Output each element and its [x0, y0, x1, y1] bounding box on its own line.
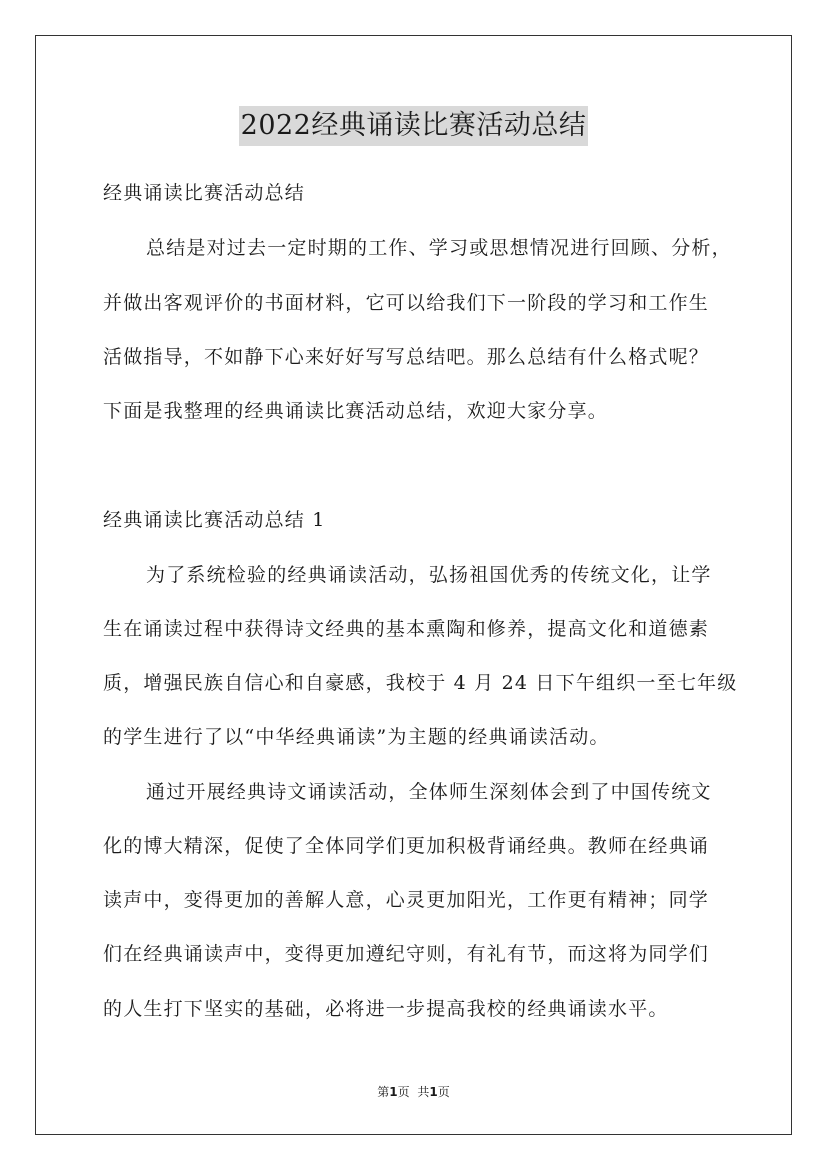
footer-total-suffix: 页 — [437, 1085, 450, 1099]
paragraph2-line: 通过开展经典诗文诵读活动，全体师生深刻体会到了中国传统文 — [146, 781, 712, 803]
paragraph1-line: 生在诵读过程中获得诗文经典的基本熏陶和修养，提高文化和道德素 — [103, 618, 710, 640]
intro-line: 下面是我整理的经典诵读比赛活动总结，欢迎大家分享。 — [103, 400, 609, 422]
paragraph1-line: 为了系统检验的经典诵读活动，弘扬祖国优秀的传统文化，让学 — [146, 564, 712, 586]
document-subtitle: 经典诵读比赛活动总结 — [103, 182, 306, 204]
paragraph1-line: 质，增强民族自信心和自豪感，我校于 4 月 24 日下午组织一至七年级 — [103, 672, 738, 694]
intro-line: 并做出客观评价的书面材料，它可以给我们下一阶段的学习和工作生 — [103, 292, 710, 314]
section-heading: 经典诵读比赛活动总结 1 — [103, 509, 326, 531]
footer-page-suffix: 页 — [397, 1085, 410, 1099]
intro-line: 总结是对过去一定时期的工作、学习或思想情况进行回顾、分析， — [146, 237, 732, 259]
paragraph2-line: 们在经典诵读声中，变得更加遵纪守则，有礼有节，而这将为同学们 — [103, 943, 710, 965]
footer-total-prefix: 共 — [417, 1085, 430, 1099]
intro-line: 活做指导，不如静下心来好好写写总结吧。那么总结有什么格式呢？ — [103, 346, 710, 368]
document-title — [0, 104, 827, 146]
paragraph2-line: 的人生打下坚实的基础，必将进一步提高我校的经典诵读水平。 — [103, 998, 669, 1020]
page-footer — [0, 1084, 827, 1100]
footer-prefix: 第 — [377, 1085, 390, 1099]
document-title-text: 2022经典诵读比赛活动总结 — [239, 106, 589, 146]
footer-page-number: 1 — [389, 1085, 398, 1099]
paragraph1-line: 的学生进行了以“中华经典诵读”为主题的经典诵读活动。 — [103, 726, 610, 748]
paragraph2-line: 读声中，变得更加的善解人意，心灵更加阳光，工作更有精神；同学 — [103, 889, 710, 911]
paragraph2-line: 化的博大精深，促使了全体同学们更加积极背诵经典。教师在经典诵 — [103, 835, 710, 857]
footer-total-number: 1 — [429, 1085, 438, 1099]
